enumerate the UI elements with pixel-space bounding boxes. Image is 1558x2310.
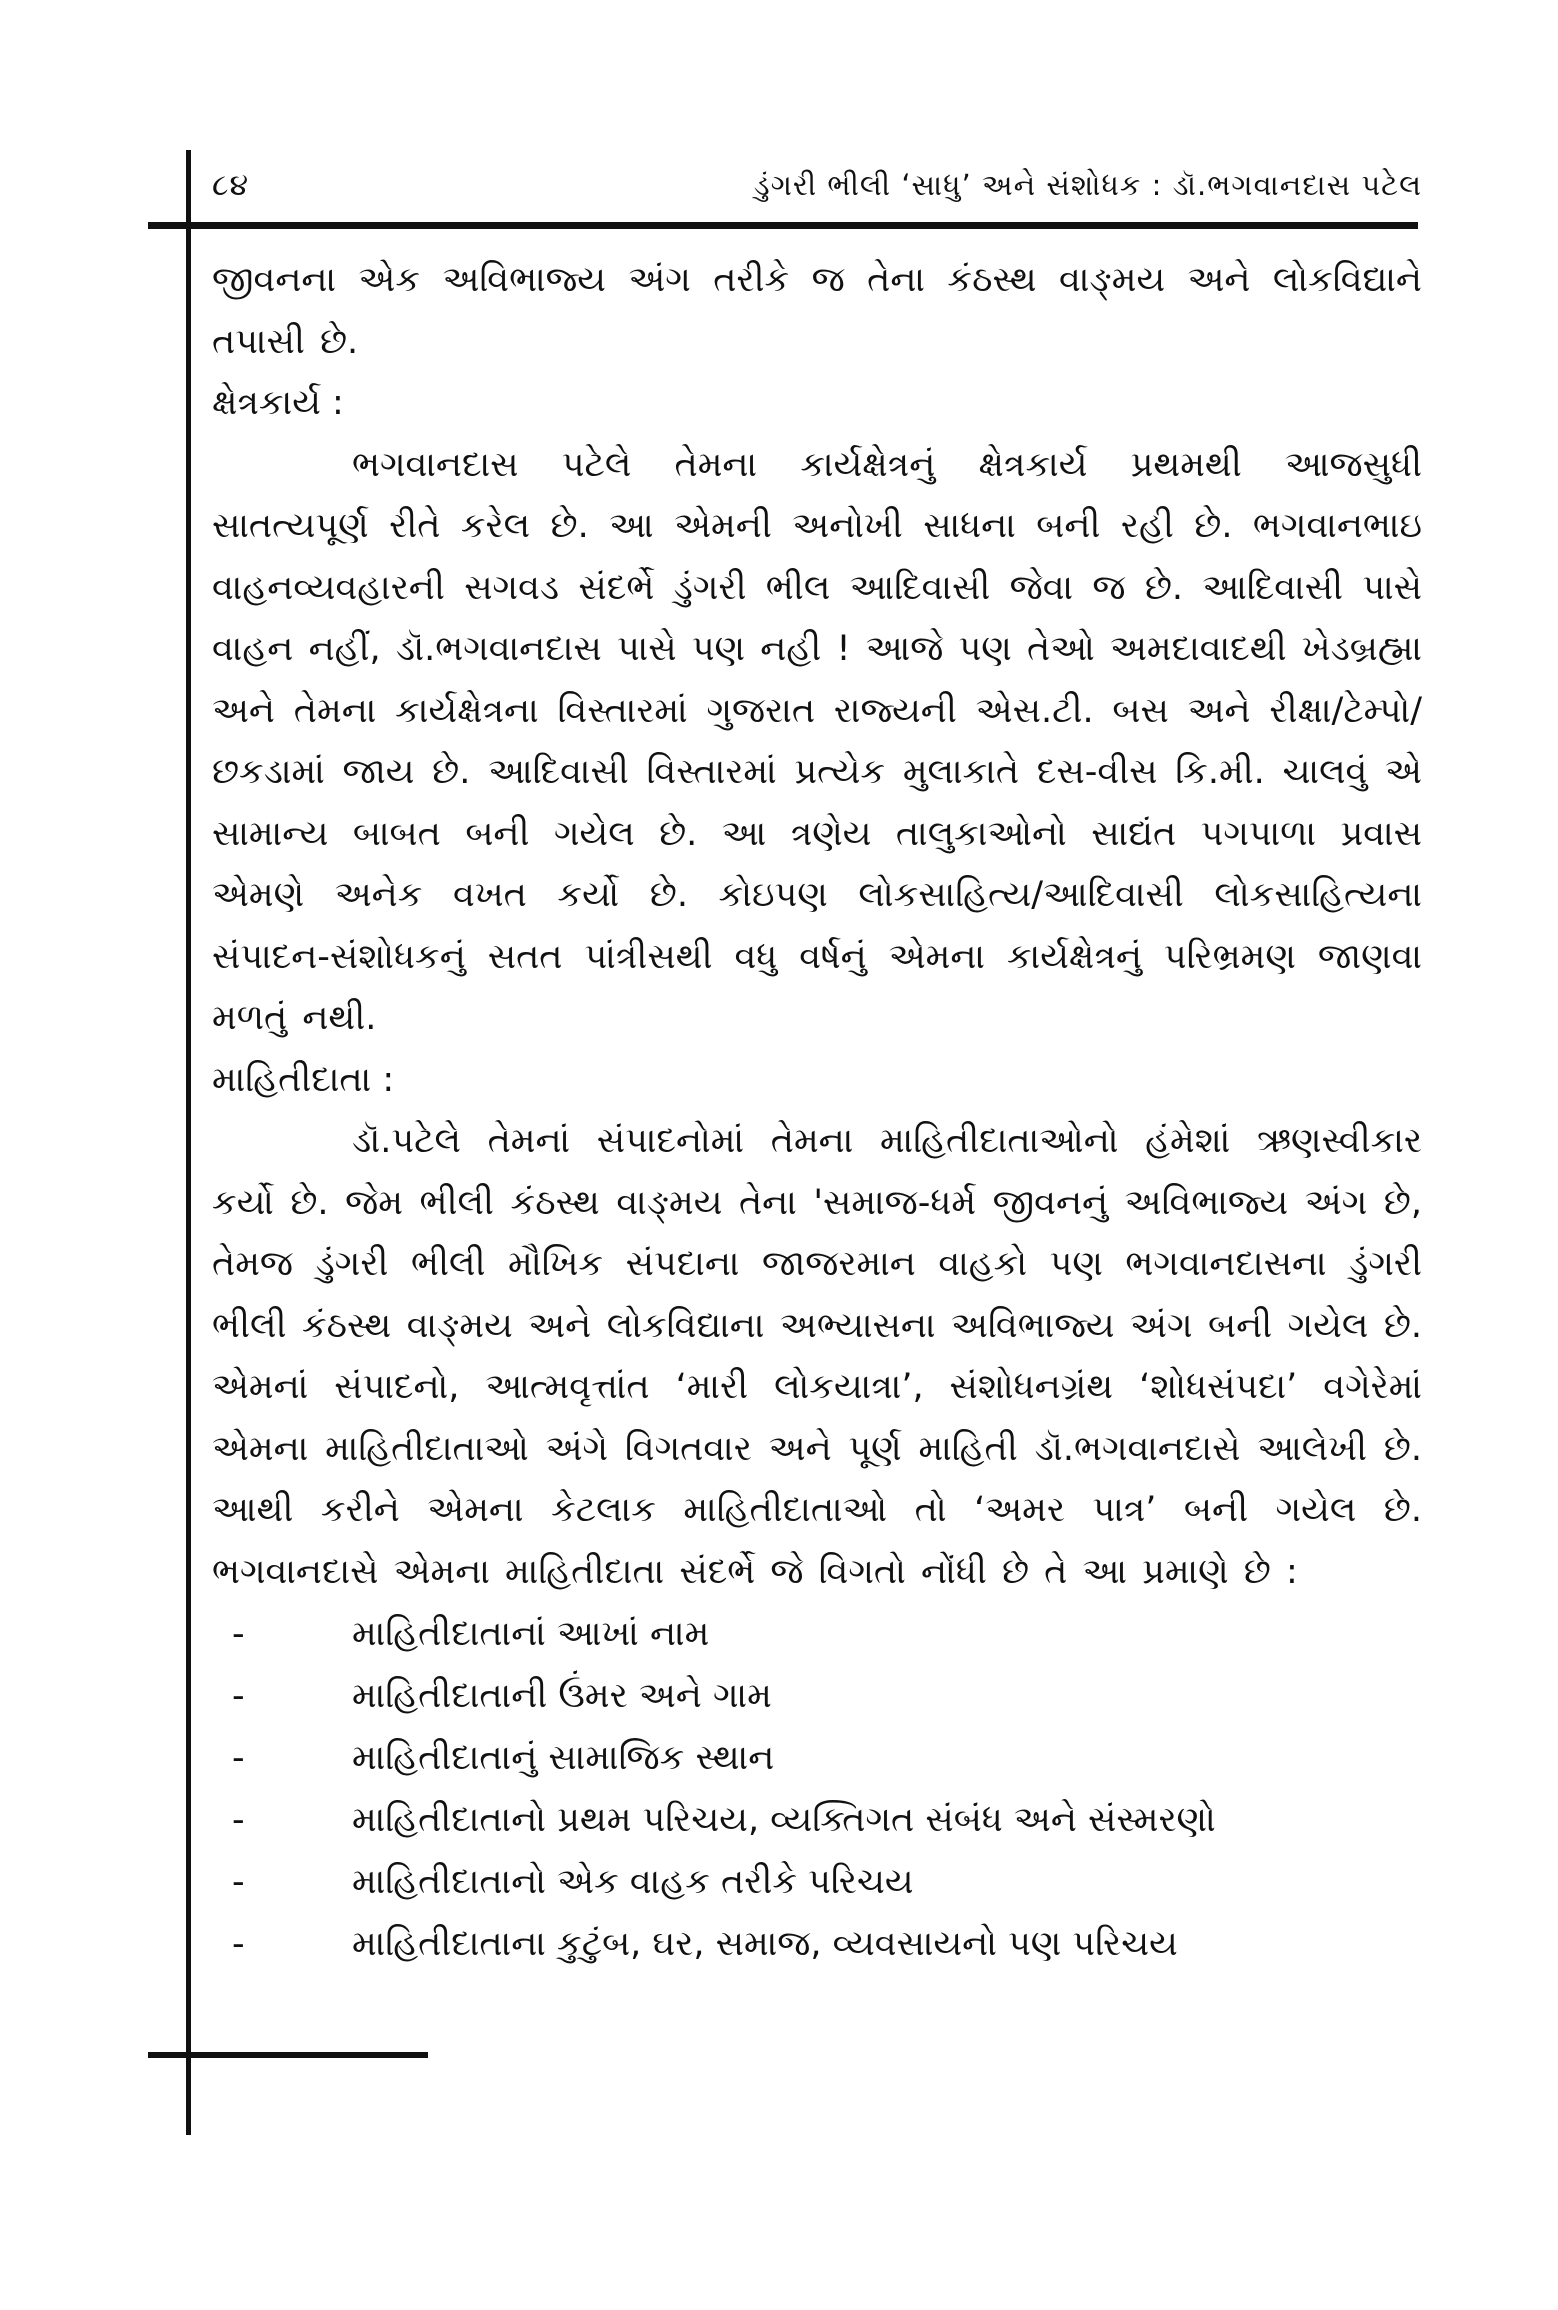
paragraph-intro: જીવનના એક અવિભાજ્ય અંગ તરીકે જ તેના કંઠસ્થ વાઙ્મય અને લોકવિદ્યાને તપાસી છે. bbox=[212, 260, 1422, 362]
list-item bbox=[212, 1727, 1422, 1789]
list-item bbox=[212, 1665, 1422, 1727]
list-item bbox=[212, 1789, 1422, 1851]
list-dash: - bbox=[232, 1738, 245, 1778]
list-dash: - bbox=[232, 1800, 245, 1840]
list-item-text: માહિતીદાતાનું સામાજિક સ્થાન bbox=[352, 1738, 775, 1778]
list-item bbox=[212, 1913, 1422, 1975]
list-dash: - bbox=[232, 1862, 245, 1902]
list-dash: - bbox=[232, 1614, 245, 1654]
heading-informants: માહિતીદાતા : bbox=[212, 1059, 395, 1100]
list-item-text: માહિતીદાતાની ઉંમર અને ગામ bbox=[352, 1676, 772, 1716]
footer-rule bbox=[148, 2052, 428, 2058]
header-rule bbox=[148, 222, 1418, 229]
list-dash: - bbox=[232, 1676, 245, 1716]
page-body bbox=[212, 250, 1422, 1975]
paragraph-informants: ડૉ.પટેલે તેમનાં સંપાદનોમાં તેમના માહિતીદાતાઓનો હંમેશાં ઋણસ્વીકાર કર્યો છે. જેમ ભીલી કંઠસ્થ વાઙ્મય તેના 'સમાજ-ધર્મ જીવનનું અવિભાજ્ય અંગ છે, તેમજ ડુંગરી ભીલી મૌખિક સંપદાના જાજરમાન વાહકો પણ ભગવાનદાસના ડુંગરી ભીલી કંઠસ્થ વાઙ્મય અને લોકવિદ્યાના અભ્યાસના અવિભાજ્ય અંગ બની ગયેલ છે. એમનાં સંપાદનો, આત્મવૃત્તાંત ‘મારી લોકયાત્રા’, સંશોધનગ્રંથ ‘શોધસંપદા’ વગેરેમાં એમના માહિતીદાતાઓ અંગે વિગતવાર અને પૂર્ણ માહિતી ડૉ.ભગવાનદાસે આલેખી છે. આથી કરીને એમના કેટલાક માહિતીદાતાઓ તો ‘અમર પાત્ર’ બની ગયેલ છે. ભગવાનદાસે એમના માહિતીદાતા સંદર્ભે જે વિગતો નોંધી છે તે આ પ્રમાણે છે : bbox=[212, 1121, 1422, 1592]
list-dash: - bbox=[232, 1924, 245, 1964]
list-item-text: માહિતીદાતાનો પ્રથમ પરિચય, વ્યક્તિગત સંબંધ અને સંસ્મરણો bbox=[352, 1800, 1216, 1840]
list-item bbox=[212, 1851, 1422, 1913]
list-item-text: માહિતીદાતાના કુટુંબ, ઘર, સમાજ, વ્યવસાયનો પણ પરિચય bbox=[352, 1924, 1178, 1964]
left-margin-rule bbox=[186, 150, 191, 2135]
heading-fieldwork: ક્ષેત્રકાર્ય : bbox=[212, 383, 344, 423]
paragraph-fieldwork: ભગવાનદાસ પટેલે તેમના કાર્યક્ષેત્રનું ક્ષેત્રકાર્ય પ્રથમથી આજસુધી સાતત્યપૂર્ણ રીતે કરેલ છે. આ એમની અનોખી સાધના બની રહી છે. ભગવાનભાઇ વાહનવ્યવહારની સગવડ સંદર્ભે ડુંગરી ભીલ આદિવાસી જેવા જ છે. આદિવાસી પાસે વાહન નહીં, ડૉ.ભગવાનદાસ પાસે પણ નહી ! આજે પણ તેઓ અમદાવાદથી ખેડબ્રહ્મા અને તેમના કાર્યક્ષેત્રના વિસ્તારમાં ગુજરાત રાજ્યની એસ.ટી. બસ અને રીક્ષા/ટેમ્પો/છકડામાં જાય છે. આદિવાસી વિસ્તારમાં પ્રત્યેક મુલાકાતે દસ-વીસ કિ.મી. ચાલવું એ સામાન્ય બાબત બની ગયેલ છે. આ ત્રણેય તાલુકાઓનો સાદ્યંત પગપાળા પ્રવાસ એમણે અનેક વખત કર્યો છે. કોઇપણ લોકસાહિત્ય/આદિવાસી લોકસાહિત્યના સંપાદન-સંશોધકનું સતત પાંત્રીસથી વધુ વર્ષનું એમના કાર્યક્ષેત્રનું પરિભ્રમણ જાણવા મળતું નથી. bbox=[212, 444, 1422, 1038]
running-header bbox=[212, 168, 1422, 216]
list-item bbox=[212, 1603, 1422, 1665]
informant-details-list bbox=[212, 1603, 1422, 1975]
running-title: ડુંગરી ભીલી ‘સાધુ’ અને સંશોધક : ડૉ.ભગવાનદાસ પટેલ bbox=[753, 168, 1422, 202]
list-item-text: માહિતીદાતાનાં આખાં નામ bbox=[352, 1614, 710, 1654]
list-item-text: માહિતીદાતાનો એક વાહક તરીકે પરિચય bbox=[352, 1862, 914, 1902]
page-number: ૮૪ bbox=[212, 168, 250, 203]
